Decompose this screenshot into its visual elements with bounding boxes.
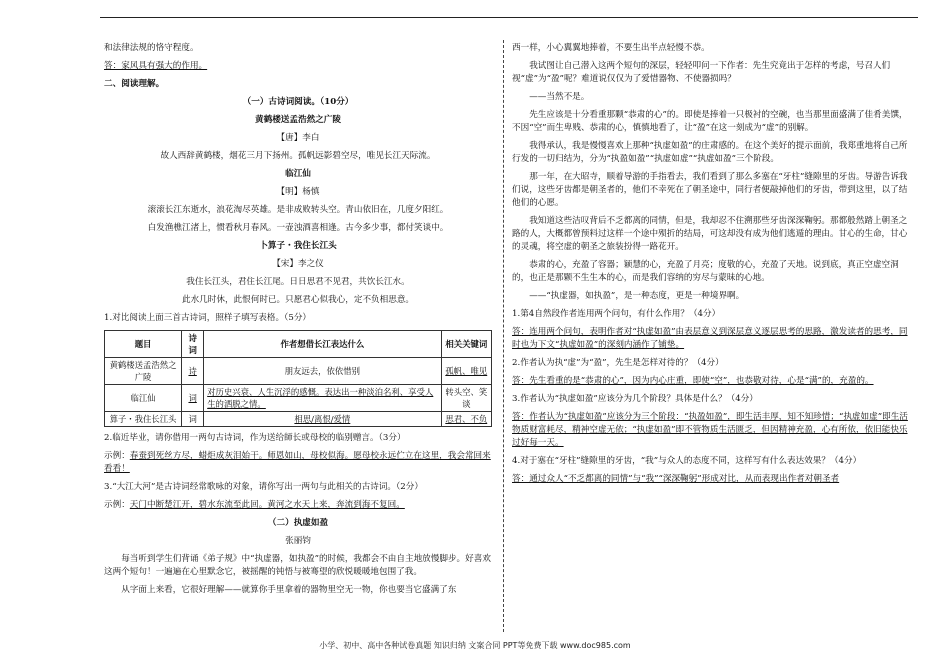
essay-paragraph: 先生应该是十分看重那颗“恭肃的心”的。即使是捧着一只极衬的空碗，也当那里面盛满了佳肴美馔，不因“空”而生卑贱、恭肃的心，慎慎地看了，让“盈”在这一刻成为“虚”的别解。 xyxy=(512,110,908,133)
table-header-row xyxy=(105,331,492,358)
table-header-cell: 相关关键词 xyxy=(441,331,491,358)
table-cell: 黄鹤楼送孟浩然之广陵 xyxy=(105,358,182,385)
poem1-author: 【唐】李白 xyxy=(276,133,320,143)
page-footer: 小学、初中、高中各种试卷真题 知识归纳 文案合同 PPT等免费下载 www.doc985.com xyxy=(319,641,631,650)
poem3-line: 我住长江头，君住长江尾。日日思君不见君，共饮长江水。 xyxy=(186,277,410,287)
essay-paragraph: 从字面上来看，它很好理解——就算你手里拿着的器物里空无一物，你也要当它盛满了东 xyxy=(121,585,457,595)
poem2-title: 临江仙 xyxy=(285,169,311,179)
table-row xyxy=(105,385,492,412)
table-cell: 思君、不负 xyxy=(441,412,491,427)
q3-example xyxy=(104,499,492,512)
reading-answer-2: 答：先生看重的是“恭肃的心”，因为内心庄重，即使“空”，也恭敬对待，心是“满”的，充盈的。 xyxy=(512,376,874,386)
table-cell: 相思/离恨/爱情 xyxy=(204,412,441,427)
reading-answer-3: 答：作者认为“执虚如盈”应该分为三个阶段：“执盈如盈”，即生活丰厚，知不知珍惜；“执虚如虚”即生活物质财富耗尽，精神空虚无依；“执虚如盈”即不管物质生活匮乏，但因精神充盈，心有所依，依旧能快乐过好每一天。 xyxy=(512,412,908,448)
comparison-table xyxy=(104,330,492,427)
intro-tail: 和法律法规的恪守程度。 xyxy=(104,43,199,53)
table-cell: 转头空、笑谈 xyxy=(441,385,491,412)
table-cell: 算子・我住长江头 xyxy=(105,412,182,427)
poem2-author: 【明】杨慎 xyxy=(276,187,320,197)
poem3-line: 此水几时休，此恨何时已。只愿君心似我心，定不负相思意。 xyxy=(181,295,415,305)
table-row xyxy=(105,358,492,385)
reading-answer-1: 答：连用两个问句，表明作者对“执虚如盈”由表层意义到深层意义逐层思考的思路，激发读者的思考，同时也为下文“执虚如盈”的深刻内涵作了铺垫。 xyxy=(512,327,908,350)
reading-question-2: 2.作者认为执“虚”为“盈”，先生是怎样对待的？（4分） xyxy=(512,358,724,368)
left-column xyxy=(104,42,492,602)
question-1: 1.对比阅读上面三首古诗词，照样子填写表格。（5分） xyxy=(104,313,312,323)
essay-continuation: 西一样，小心翼翼地捧着，不要生出半点轻慢不恭。 xyxy=(512,43,710,53)
table-cell: 对历史兴衰、人生沉浮的感慨。表达出一种淡泊名利、享受人生的洒脱之情。 xyxy=(204,385,441,412)
reading-question-3: 3.作者认为“执虚如盈”应该分为几个阶段？具体是什么？（4分） xyxy=(512,394,758,404)
q2-example xyxy=(104,450,492,476)
question-2: 2.临近毕业，请你借用一两句古诗词，作为送给師长或母校的临别赠言。（3分） xyxy=(104,433,406,443)
table-cell: 临江仙 xyxy=(105,385,182,412)
question-3: 3.“大江大河”是古诗词经常歌咏的对象，请你写出一两句与此相关的古诗词。（2分） xyxy=(104,482,423,492)
table-cell: 孤帆、唯见 xyxy=(441,358,491,385)
q2-example-text: 春蚕到死丝方尽，蜡炬成灰泪始干。师恩如山，母校似海。愿母校永远伫立在这里，我会常回来看看！ xyxy=(104,451,491,474)
q3-example-text: 天门中断楚江开，碧水东流至此回。黄河之水天上来，奔流到海不复回。 xyxy=(129,500,405,510)
intro-answer: 答：家风具有强大的作用。 xyxy=(104,61,208,71)
table-cell: 诗 xyxy=(182,358,204,385)
essay-paragraph: 我得承认，我是慢慢喜欢上那种“执虚如盈”的庄肃感的。在这个美好的提示面前，我郑重地将自己所行发的一切归结为，分为“执盈如盈”“执虚如虚”“执虚如盈”三个阶段。 xyxy=(512,141,908,164)
example-label: 示例： xyxy=(104,451,130,461)
table-cell: 词 xyxy=(182,412,204,427)
poem1-title: 黄鹤楼送孟浩然之广陵 xyxy=(255,115,341,125)
table-header-cell: 诗词 xyxy=(182,331,204,358)
poem1-line: 故人西辞黄鹤楼，烟花三月下扬州。孤帆远影碧空尽，唯见长江天际流。 xyxy=(160,151,436,161)
right-column xyxy=(512,42,914,491)
essay-paragraph: ——“执虚器，如执盈”，是一种态度，更是一种境界啊。 xyxy=(529,291,745,301)
reading-answer-4: 答：通过众人“不乏都离的同情”与“我”“深深鞠躬”形成对比，从而表现出作者对朝圣者 xyxy=(512,474,840,484)
header-rule xyxy=(100,17,918,18)
essay-paragraph: 我试图让自己潜入这两个短句的深层，轻轻叩问一下作者：先生究竟出于怎样的考虑，号召人们视“虚”为“盈”呢？难道说仅仅为了爱惜器物、不使器损吗？ xyxy=(512,61,891,84)
table-header-cell: 题目 xyxy=(105,331,182,358)
section2-title: 二、阅读理解。 xyxy=(104,79,165,89)
example-label: 示例： xyxy=(104,500,130,510)
poem3-title: 卜算子・我住长江头 xyxy=(259,241,337,251)
table-cell: 朋友远去，依依惜别 xyxy=(204,358,441,385)
column-divider xyxy=(503,40,504,632)
essay-paragraph: 我知道这些洁叹背后不乏都离的同情，但是，我却忍不住溯那些牙齿深深鞠躬。那都般然踏上朝圣之路的人，大概都曾预料过这样一个途中殒折的结局，可这却没有成为他们逃遁的理由。甘心的生命，甘心的灵魂，将空虚的朝圣之旅装扮得一路花开。 xyxy=(512,216,908,252)
essay-paragraph: 恭肃的心，充盈了容器；颖慧的心，充盈了月亮；度敬的心，充盈了天地。说到底，真正空虚空洞的，也正是那颗不生生本的心，而是我们容纳的穷尽与蒙昧的心地。 xyxy=(512,260,899,283)
poem2-line: 滚滚长江东逝水，浪花淘尽英雄。是非成败转头空。青山依旧在，几度夕阳红。 xyxy=(147,205,449,215)
poem2-line: 白发渔樵江渚上，惯看秋月春风。一壶浊酒喜相逢。古今多少事，都付笑谈中。 xyxy=(147,223,449,233)
poem3-author: 【宋】李之仪 xyxy=(272,259,324,269)
table-row xyxy=(105,412,492,427)
essay-paragraph: ——当然不是。 xyxy=(529,92,590,102)
essay-paragraph: 那一年，在大昭寺，顺着导游的手指看去，我们看到了那么多塞在“牙柱”缝隙里的牙齿。导游告诉我们说，这些牙齿都是朝圣者的，他们不幸死在了朝圣途中，同行者便敲掉他们的牙齿，带到这里，以了结他们的心愿。 xyxy=(512,172,908,208)
essay-author: 张丽钧 xyxy=(285,536,311,546)
essay-paragraph: 每当听到学生们背诵《弟子规》中“执虚器，如执盈”的时候，我都会不由自主地放慢脚步。好喜欢这两个短句！一遍遍在心里默念它，被摇醒的钝悟与被骞望的欣悦暖暖地包围了我。 xyxy=(104,554,491,577)
table-cell: 词 xyxy=(182,385,204,412)
table-header-cell: 作者想借长江表达什么 xyxy=(204,331,441,358)
essay-title: （二）执虚如盈 xyxy=(267,518,329,528)
poem-section-title: （一）古诗词阅读。（10分） xyxy=(242,97,354,107)
reading-question-4: 4.对于塞在“牙柱”缝隙里的牙齿，“我”与众人的态度不同，这样写有什么表达效果？（4分） xyxy=(512,456,862,466)
reading-question-1: 1.第4自然段作者连用两个问句，有什么作用？（4分） xyxy=(512,309,721,319)
